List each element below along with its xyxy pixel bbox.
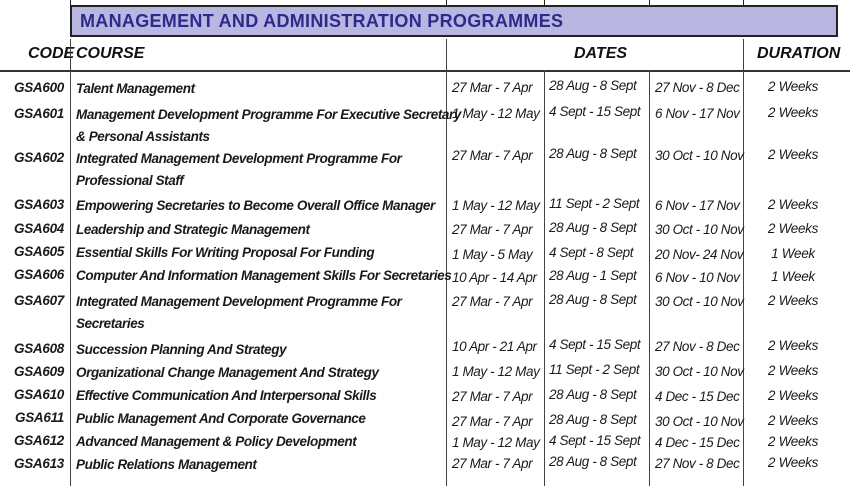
- date-slot-2: 28 Aug - 8 Sept: [549, 387, 637, 402]
- date-slot-3: 6 Nov - 10 Nov: [655, 270, 740, 285]
- duration: 2 Weeks: [767, 197, 819, 212]
- course-title: Integrated Management Development Programme For: [76, 151, 402, 166]
- course-code: GSA602: [14, 150, 64, 165]
- date-slot-1: 27 Mar - 7 Apr: [452, 222, 533, 237]
- duration: 1 Week: [771, 269, 815, 284]
- duration: 2 Weeks: [767, 434, 819, 449]
- date-slot-3: 30 Oct - 10 Nov: [655, 414, 744, 429]
- date-slot-1: 27 Mar - 7 Apr: [452, 389, 533, 404]
- date-slot-3: 30 Oct - 10 Nov: [655, 364, 744, 379]
- date-slot-2: 4 Sept - 15 Sept: [549, 104, 641, 119]
- date-slot-2: 28 Aug - 1 Sept: [549, 268, 637, 283]
- course-title: Public Relations Management: [76, 457, 257, 472]
- date-slot-1: 27 Mar - 7 Apr: [452, 294, 533, 309]
- date-slot-2: 28 Aug - 8 Sept: [549, 146, 637, 161]
- date-slot-3: 30 Oct - 10 Nov: [655, 222, 744, 237]
- date-slot-1: 27 Mar - 7 Apr: [452, 456, 533, 471]
- duration: 1 Week: [771, 246, 815, 261]
- course-code: GSA603: [14, 197, 64, 212]
- date-slot-3: 30 Oct - 10 Nov: [655, 294, 744, 309]
- course-title: Integrated Management Development Programme For: [76, 294, 402, 309]
- date-slot-1: 10 Apr - 14 Apr: [452, 270, 537, 285]
- date-slot-3: 6 Nov - 17 Nov: [655, 198, 740, 213]
- header-course: COURSE: [76, 45, 145, 62]
- duration: 2 Weeks: [767, 79, 819, 94]
- course-code: GSA612: [14, 433, 64, 448]
- section-title: MANAGEMENT AND ADMINISTRATION PROGRAMMES: [80, 11, 564, 31]
- course-title: Advanced Management & Policy Development: [76, 434, 357, 449]
- duration: 2 Weeks: [767, 105, 819, 120]
- header-dates: DATES: [574, 45, 628, 62]
- date-slot-1: 1 May - 12 May: [452, 364, 540, 379]
- date-slot-2: 28 Aug - 8 Sept: [549, 454, 637, 469]
- date-slot-2: 4 Sept - 8 Sept: [549, 245, 634, 260]
- date-slot-1: 1 May - 12 May: [452, 198, 540, 213]
- column-divider: [544, 70, 545, 486]
- course-code: GSA610: [14, 387, 64, 402]
- course-code: GSA611: [15, 410, 64, 425]
- date-slot-2: 4 Sept - 15 Sept: [549, 433, 641, 448]
- header-code: CODE: [28, 45, 75, 62]
- date-slot-3: 30 Oct - 10 Nov: [655, 148, 744, 163]
- duration: 2 Weeks: [767, 221, 819, 236]
- date-slot-2: 28 Aug - 8 Sept: [549, 292, 637, 307]
- course-title: Succession Planning And Strategy: [76, 342, 287, 357]
- date-slot-3: 4 Dec - 15 Dec: [655, 435, 740, 450]
- course-title: Essential Skills For Writing Proposal For Funding: [76, 245, 375, 260]
- course-title: Public Management And Corporate Governance: [76, 411, 366, 426]
- date-slot-1: 10 Apr - 21 Apr: [452, 339, 537, 354]
- course-title: Secretaries: [76, 316, 145, 331]
- date-slot-3: 20 Nov- 24 Nov: [655, 247, 744, 262]
- header-duration: DURATION: [757, 45, 841, 62]
- date-slot-1: 27 Mar - 7 Apr: [452, 148, 533, 163]
- date-slot-2: 28 Aug - 8 Sept: [549, 78, 637, 93]
- header-divider: [0, 70, 850, 72]
- date-slot-3: 4 Dec - 15 Dec: [655, 389, 740, 404]
- date-slot-2: 11 Sept - 2 Sept: [549, 362, 640, 377]
- course-code: GSA601: [14, 106, 64, 121]
- column-divider: [70, 39, 71, 486]
- course-code: GSA604: [14, 221, 64, 236]
- course-title: Organizational Change Management And Strategy: [76, 365, 379, 380]
- date-slot-3: 27 Nov - 8 Dec: [655, 339, 740, 354]
- course-title: Professional Staff: [76, 173, 184, 188]
- date-slot-3: 6 Nov - 17 Nov: [655, 106, 740, 121]
- date-slot-2: 28 Aug - 8 Sept: [549, 220, 637, 235]
- duration: 2 Weeks: [767, 363, 819, 378]
- date-slot-3: 27 Nov - 8 Dec: [655, 80, 740, 95]
- date-slot-2: 4 Sept - 15 Sept: [549, 337, 641, 352]
- date-slot-1: 1 May - 12 May: [452, 435, 540, 450]
- date-slot-2: 28 Aug - 8 Sept: [549, 412, 637, 427]
- course-code: GSA607: [14, 293, 64, 308]
- column-divider: [649, 70, 650, 486]
- duration: 2 Weeks: [767, 293, 819, 308]
- date-slot-1: 27 Mar - 7 Apr: [452, 80, 533, 95]
- duration: 2 Weeks: [767, 413, 819, 428]
- section-banner: [70, 5, 838, 37]
- duration: 2 Weeks: [767, 338, 819, 353]
- course-title: Management Development Programme For Executive Secretary: [76, 107, 461, 122]
- course-code: GSA608: [14, 341, 64, 356]
- header-row: [0, 39, 850, 71]
- course-title: Empowering Secretaries to Become Overall Office Manager: [76, 198, 435, 213]
- course-code: GSA613: [14, 456, 64, 471]
- course-title: Talent Management: [76, 81, 195, 96]
- date-slot-1: 1 May - 12 May: [452, 106, 540, 121]
- course-title: Effective Communication And Interpersonal Skills: [76, 388, 377, 403]
- course-code: GSA606: [14, 267, 64, 282]
- duration: 2 Weeks: [767, 147, 819, 162]
- date-slot-2: 11 Sept - 2 Sept: [549, 196, 640, 211]
- duration: 2 Weeks: [767, 455, 819, 470]
- course-title: Leadership and Strategic Management: [76, 222, 310, 237]
- course-code: GSA600: [14, 80, 64, 95]
- course-title: & Personal Assistants: [76, 129, 210, 144]
- date-slot-1: 1 May - 5 May: [452, 247, 533, 262]
- course-title: Computer And Information Management Skills For Secretaries: [76, 268, 452, 283]
- duration: 2 Weeks: [767, 388, 819, 403]
- date-slot-3: 27 Nov - 8 Dec: [655, 456, 740, 471]
- course-code: GSA605: [14, 244, 64, 259]
- course-code: GSA609: [14, 364, 64, 379]
- date-slot-1: 27 Mar - 7 Apr: [452, 414, 533, 429]
